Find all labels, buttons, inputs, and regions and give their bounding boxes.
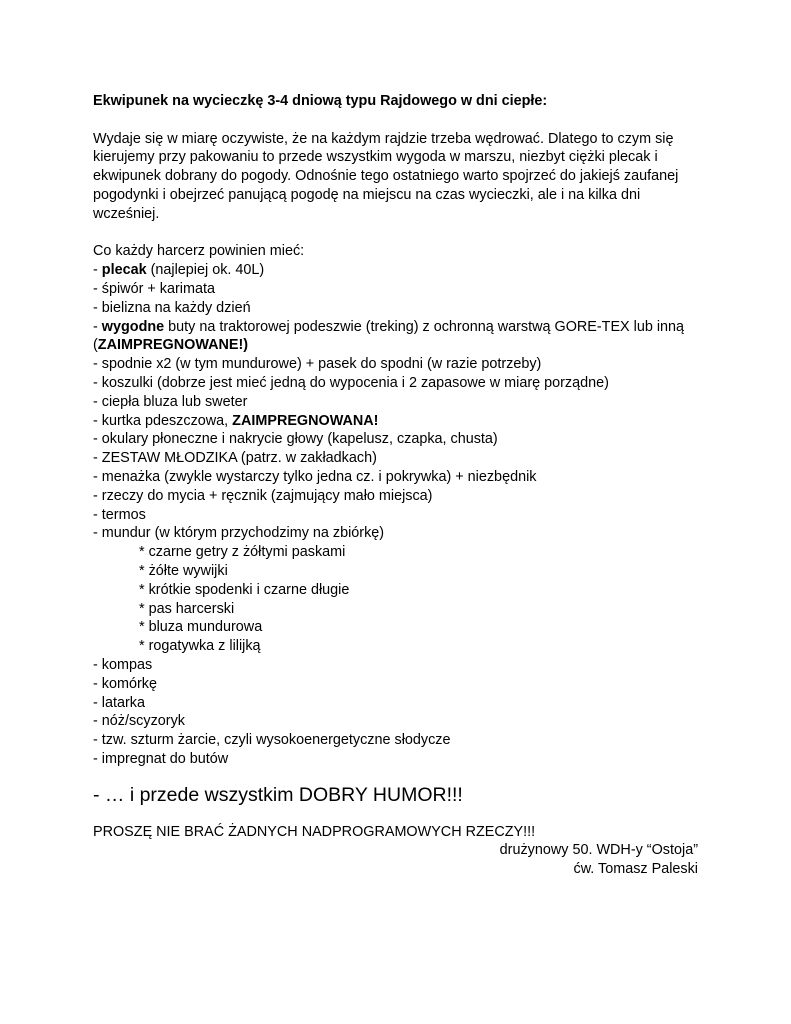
list-item-prefix: - bbox=[93, 262, 102, 279]
intro-line: ekwipunek dobrany do pogody. Odnośnie tego ostatniego warto spojrzeć do jakiejś zaufanej bbox=[93, 168, 679, 185]
list-item-noz: - nóż/scyzoryk bbox=[93, 713, 185, 730]
list-item-kompas: - kompas bbox=[93, 656, 153, 673]
list-item-okulary: - okulary płoneczne i nakrycie głowy (kapelusz, czapka, chusta) bbox=[93, 431, 498, 448]
list-item-spiwor: - śpiwór + karimata bbox=[93, 280, 215, 297]
intro-line: kierujemy przy pakowaniu to przede wszystkim wygoda w marszu, niezbyt ciężki plecak i bbox=[93, 149, 658, 166]
emphasis-text: plecak bbox=[101, 262, 147, 279]
signature-name: ćw. Tomasz Paleski bbox=[573, 861, 698, 878]
list-item-spodnie: - spodnie x2 (w tym mundurowe) + pasek do spodni (w razie potrzeby) bbox=[93, 356, 542, 373]
humor-text: … i przede wszystkim DOBRY HUMOR!!! bbox=[104, 783, 463, 806]
emphasis-text: wygodne bbox=[101, 318, 165, 335]
sub-list-item: * krótkie spodenki i czarne długie bbox=[139, 581, 350, 598]
sub-list-item: * pas harcerski bbox=[139, 600, 235, 617]
list-heading: Co każdy harcerz powinien mieć: bbox=[93, 243, 305, 260]
signature-role: drużynowy 50. WDH-y “Ostoja” bbox=[499, 842, 698, 859]
list-item-zestaw: - ZESTAW MŁODZIKA (patrz. w zakładkach) bbox=[93, 450, 377, 467]
list-item-text: (najlepiej ok. 40L) bbox=[146, 262, 265, 279]
document-body bbox=[93, 92, 713, 879]
emphasis-text: ZAIMPREGNOWANE!) bbox=[97, 337, 249, 354]
sub-list-item: * czarne getry z żółtymi paskami bbox=[139, 544, 346, 561]
list-item-rzeczy: - rzeczy do mycia + ręcznik (zajmujący mało miejsca) bbox=[93, 487, 433, 504]
list-item-menazka: - menażka (zwykle wystarczy tylko jedna cz. i pokrywka) + niezbędnik bbox=[93, 468, 537, 485]
list-item-szturm: - tzw. szturm żarcie, czyli wysokoenergetyczne słodycze bbox=[93, 732, 451, 749]
list-item-bluza: - ciepła bluza lub sweter bbox=[93, 393, 248, 410]
list-item-bielizna: - bielizna na każdy dzień bbox=[93, 299, 251, 316]
list-item-text: ( bbox=[93, 337, 98, 354]
intro-line: pogodynki i obejrzeć panującą pogodę na miejscu na czas wycieczki, ale i na kilka dni bbox=[93, 186, 641, 203]
list-item-plecak bbox=[93, 261, 713, 280]
list-item-buty-continued bbox=[93, 336, 713, 355]
list-item-mundur: - mundur (w którym przychodzimy na zbiórkę) bbox=[93, 525, 385, 542]
list-item-komorke: - komórkę bbox=[93, 675, 157, 692]
list-item-buty bbox=[93, 318, 713, 337]
humor-line bbox=[93, 783, 713, 807]
document-title: Ekwipunek na wycieczkę 3-4 dniową typu Rajdowego w dni ciepłe: bbox=[93, 93, 548, 109]
sub-list-item: * rogatywka z lilijką bbox=[139, 638, 261, 655]
list-item-kurtka bbox=[93, 412, 713, 431]
list-item-prefix: - bbox=[93, 783, 105, 806]
intro-line: wcześniej. bbox=[93, 205, 160, 222]
sub-list-item: * bluza mundurowa bbox=[139, 619, 263, 636]
list-item-koszulki: - koszulki (dobrze jest mieć jedną do wypocenia i 2 zapasowe w miarę porządne) bbox=[93, 374, 609, 391]
list-item-text: - kurtka pdeszczowa, bbox=[93, 412, 233, 429]
sub-list-item: * żółte wywijki bbox=[139, 562, 228, 579]
list-item-impregnat: - impregnat do butów bbox=[93, 750, 229, 767]
intro-line: Wydaje się w miarę oczywiste, że na każdym rajdzie trzeba wędrować. Dlatego to czym się bbox=[93, 130, 674, 147]
emphasis-text: ZAIMPREGNOWANA! bbox=[232, 412, 379, 429]
list-item-termos: - termos bbox=[93, 506, 146, 523]
list-item-prefix: - bbox=[93, 318, 102, 335]
spacer bbox=[93, 224, 713, 243]
list-item-text: buty na traktorowej podeszwie (treking) z ochronną warstwą GORE-TEX lub inną bbox=[164, 318, 685, 335]
spacer bbox=[93, 111, 713, 130]
warning-line: PROSZĘ NIE BRAĆ ŻADNYCH NADPROGRAMOWYCH RZECZY!!! bbox=[93, 823, 536, 840]
list-item-latarka: - latarka bbox=[93, 694, 145, 711]
